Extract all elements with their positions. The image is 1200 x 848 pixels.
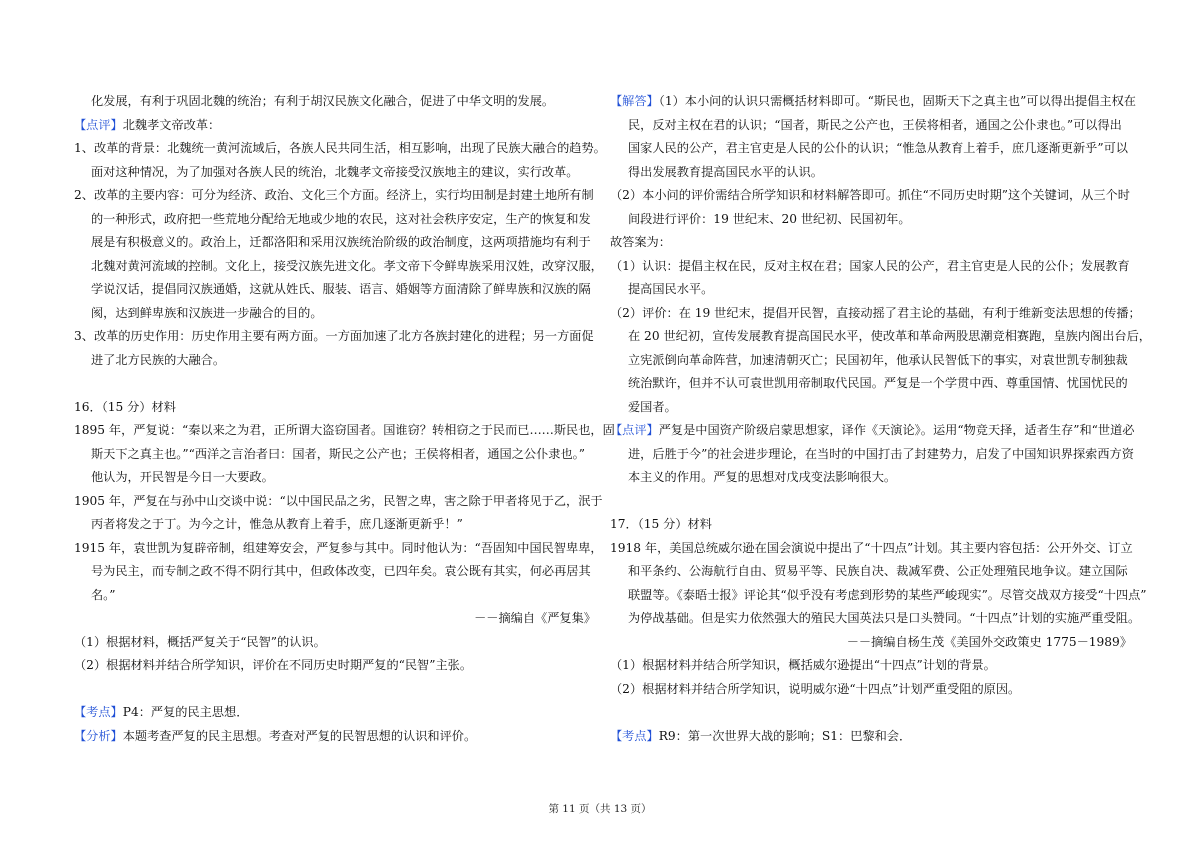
text-line	[610, 302, 1141, 326]
text-line	[610, 278, 1138, 302]
blank-line	[74, 678, 602, 702]
line-text: 面对这种情况，为了加强对各族人民的统治，北魏孝文帝接受汉族地主的建议，实行改革。	[91, 164, 579, 179]
line-text: 统治默许，但并不认可袁世凯用帝制取代民国。严复是一个学贯中西、尊重国情、忧国忧民的	[628, 376, 1128, 390]
line-text: 1、改革的背景：北魏统一黄河流域后，各族人民共同生活，相互影响，出现了民族大融合的趋势。	[74, 141, 606, 155]
section-tag: 【考点】	[74, 705, 123, 719]
line-text: 化发展，有利于巩固北魏的统治；有利于胡汉民族文化融合，促进了中华文明的发展。	[91, 94, 555, 108]
line-text: 他认为，开民智是今日一大要政。	[91, 470, 274, 484]
text-line	[74, 701, 602, 725]
line-text: 学说汉话，提倡同汉族通婚，这就从姓氏、服装、语言、婚姻等方面清除了鲜卑族和汉族的隔	[91, 282, 591, 296]
text-line	[610, 137, 1138, 161]
line-text: 严复是中国资产阶级启蒙思想家，译作《天演论》。运用“物竞天择，适者生存”和“世道必	[658, 423, 1135, 437]
line-text: 北魏孝文帝改革：	[122, 117, 221, 132]
text-line	[610, 513, 1138, 537]
text-line	[610, 396, 1138, 420]
line-text: 展是有积极意义的。政治上，迁都洛阳和采用汉族统治阶级的政治制度，这两项措施均有利于	[91, 235, 591, 249]
text-line	[610, 325, 1151, 349]
blank-line	[610, 701, 1138, 725]
text-line	[610, 443, 1138, 467]
text-line	[74, 349, 602, 373]
line-text: （2）根据材料并结合所学知识，评价在不同历史时期严复的“民智”主张。	[74, 658, 473, 672]
text-line	[610, 584, 1147, 608]
text-line	[74, 607, 602, 631]
text-line	[74, 278, 602, 302]
line-text: 3、改革的历史作用：历史作用主要有两方面。一方面加速了北方各族封建化的进程；另一方面促	[74, 329, 594, 343]
text-line	[610, 725, 1138, 749]
text-line	[610, 372, 1138, 396]
line-text: 号为民主，而专制之政不得不阴行其中，但政体改变，已四年矣。袁公既有其实，何必再居其	[91, 564, 591, 578]
line-text: 立宪派倒向革命阵营，加速清朝灭亡；民国初年，他承认民智低下的事实，对袁世凯专制独裁	[628, 352, 1128, 367]
text-line	[74, 513, 602, 537]
text-line	[610, 255, 1138, 279]
text-line	[74, 537, 602, 561]
text-line	[610, 678, 1138, 702]
line-text: （1）根据材料并结合所学知识，概括威尔逊提出“十四点”计划的背景。	[610, 658, 996, 672]
page-footer: 第 11 页（共 13 页）	[548, 803, 652, 815]
line-text: 17．（15 分）材料	[610, 517, 712, 531]
line-text: 提高国民水平。	[628, 282, 714, 296]
line-text: 丙者将发之于丁。为今之计，惟急从教育上着手，庶几逐渐更新乎！”	[91, 517, 463, 531]
line-text: 16．（15 分）材料	[74, 399, 176, 414]
line-text: 1915 年，袁世凯为复辟帝制，组建筹安会，严复参与其中。同时他认为：“吾固知中国民智卑卑，	[74, 540, 603, 555]
line-text: 本主义的作用。严复的思想对戊戌变法影响很大。	[628, 470, 897, 484]
line-text: （1）本小问的认识只需概括材料即可。“斯民也，固斯天下之真主也”可以得出提倡主权在	[658, 94, 1136, 108]
text-line	[610, 466, 1138, 490]
text-line	[74, 419, 615, 443]
text-line	[74, 443, 602, 467]
section-tag: 【解答】	[610, 94, 659, 108]
line-text: 1895 年，严复说：“秦以来之为君，正所谓大盗窃国者。国谁窃？转相窃之于民而已……斯民也，固	[74, 423, 615, 437]
line-text: 和平条约、公海航行自由、贸易平等、民族自决、裁减军费、公正处理殖民地争议。建立国际	[628, 564, 1128, 578]
blank-line	[610, 490, 1138, 514]
text-line	[610, 349, 1138, 373]
line-text: R9：第一次世界大战的影响；S1：巴黎和会．	[658, 728, 912, 743]
text-line	[74, 137, 606, 161]
text-line	[74, 255, 602, 279]
line-text: （2）本小问的评价需结合所学知识和材料解答即可。抓住“不同历史时期”这个关键词，从三个时	[610, 188, 1130, 202]
line-text: （1）根据材料，概括严复关于“民智”的认识。	[74, 634, 326, 649]
text-line	[610, 654, 1138, 678]
line-text: （2）评价：在 19 世纪末，提倡开民智，直接动摇了君主论的基础，有利于维新变法思想的传播；	[610, 305, 1141, 320]
text-line	[74, 560, 602, 584]
line-text: 的一种形式，政府把一些荒地分配给无地或少地的农民，这对社会秩序安定，生产的恢复和发	[91, 211, 591, 226]
text-line	[610, 184, 1138, 208]
text-line	[610, 419, 1138, 443]
line-text: 2、改革的主要内容：可分为经济、政治、文化三个方面。经济上，实行均田制是封建土地所有制	[74, 188, 594, 202]
text-line	[74, 654, 602, 678]
text-line	[74, 466, 602, 490]
line-text: 名。”	[91, 587, 116, 602]
text-line	[74, 114, 602, 138]
line-text: 1905 年，严复在与孙中山交谈中说：“以中国民品之劣，民智之卑，害之除于甲者将见于乙，泯于	[74, 493, 603, 508]
text-line	[74, 325, 602, 349]
text-line	[74, 396, 602, 420]
blank-line	[74, 372, 602, 396]
line-text: （1）认识：提倡主权在民，反对主权在君；国家人民的公产，君主官吏是人民的公仆；发展教育	[610, 258, 1130, 273]
text-line	[74, 302, 602, 326]
text-line	[610, 607, 1141, 631]
section-tag: 【点评】	[610, 423, 659, 437]
text-line	[74, 725, 602, 749]
text-line	[610, 537, 1138, 561]
text-line	[610, 231, 1138, 255]
text-line	[610, 631, 1138, 655]
text-line	[74, 161, 602, 185]
line-text: 民，反对主权在君的认识；“国者，斯民之公产也，王侯将相者，通国之公仆隶也。”可以得出	[628, 117, 1122, 132]
line-text: 故答案为：	[610, 235, 671, 249]
text-line	[610, 90, 1138, 114]
line-text: 间段进行评价：19 世纪末、20 世纪初、民国初年。	[628, 211, 911, 226]
text-line	[610, 208, 1138, 232]
text-line	[74, 490, 602, 514]
line-text: 在 20 世纪初，宣传发展教育提高国民水平，使改革和革命两股思潮竞相赛跑，皇族内阁出台后，	[628, 329, 1151, 343]
text-line	[74, 631, 602, 655]
line-text: （2）根据材料并结合所学知识，说明威尔逊“十四点”计划严重受阻的原因。	[610, 681, 1021, 696]
section-tag: 【分析】	[74, 728, 123, 743]
line-text: 本题考查严复的民主思想。考查对严复的民智思想的认识和评价。	[122, 728, 477, 743]
section-tag: 【点评】	[74, 117, 123, 132]
line-text: 国家人民的公产，君主官吏是人民的公仆的认识；“惟急从教育上着手，庶几逐渐更新乎”可以	[628, 141, 1128, 155]
line-text: 进了北方民族的大融合。	[91, 352, 226, 367]
section-tag: 【考点】	[610, 728, 659, 743]
text-line	[74, 231, 602, 255]
text-line	[74, 208, 602, 232]
line-text: －－摘编自杨生茂《美国外交政策史 1775－1989》	[846, 634, 1132, 649]
line-text: 为停战基础。但是实力依然强大的殖民大国英法只是口头赞同。“十四点”计划的实施严重受阻。	[628, 611, 1141, 625]
left-column	[74, 90, 615, 748]
line-text: 阂，达到鲜卑族和汉族进一步融合的目的。	[91, 305, 323, 320]
line-text: 北魏对黄河流域的控制。文化上，接受汉族先进文化。孝文帝下令鲜卑族采用汉姓，改穿汉服，	[91, 258, 603, 273]
right-column	[610, 90, 1151, 748]
line-text: 斯天下之真主也。”“西洋之言治者曰：国者，斯民之公产也；王侯将相者，通国之公仆隶也。”	[91, 446, 585, 461]
text-line	[610, 560, 1138, 584]
text-line	[610, 161, 1138, 185]
line-text: 得出发展教育提高国民水平的认识。	[628, 164, 823, 179]
line-text: P4：严复的民主思想．	[122, 705, 249, 719]
text-line	[610, 114, 1138, 138]
line-text: 进，后胜于今”的社会进步理论，在当时的中国打击了封建势力，启发了中国知识界探索西方资	[628, 446, 1134, 461]
line-text: 1918 年，美国总统威尔逊在国会演说中提出了“十四点”计划。其主要内容包括：公开外交、订立	[610, 540, 1133, 555]
text-line	[74, 90, 602, 114]
text-line	[74, 584, 602, 608]
line-text: 联盟等。《泰晤士报》评论其“似乎没有考虑到形势的某些严峻现实”。尽管交战双方接受“十四点”	[628, 587, 1147, 602]
line-text: 爱国者。	[628, 399, 677, 414]
text-line	[74, 184, 602, 208]
line-text: －－摘编自《严复集》	[474, 611, 596, 625]
